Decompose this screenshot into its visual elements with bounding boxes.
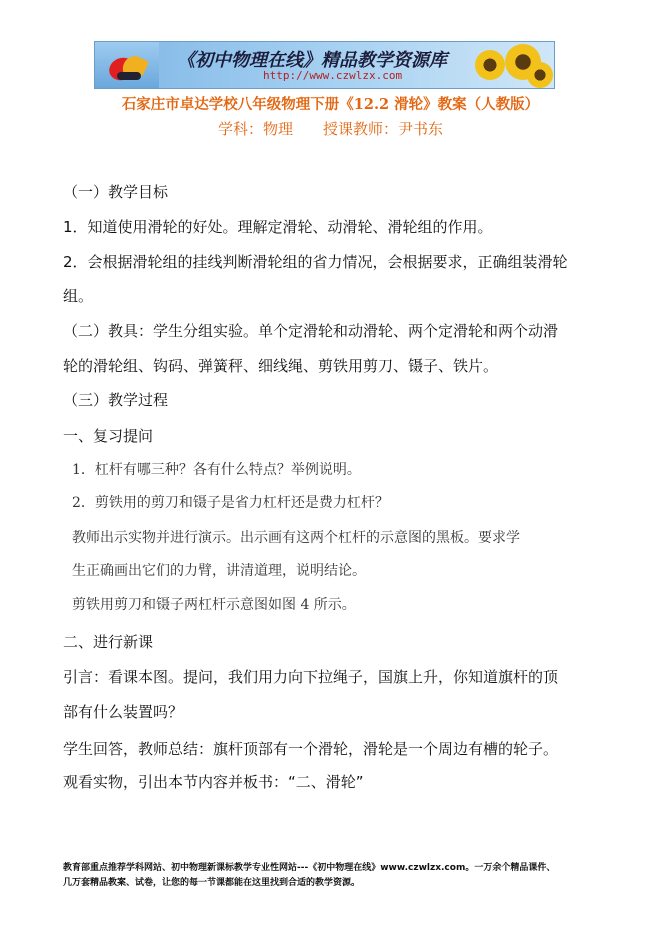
section-heading: （三）教学过程 xyxy=(63,391,169,409)
paragraph: 引言：看课本图。提问，我们用力向下拉绳子，国旗上升，你知道旗杆的顶 xyxy=(63,668,559,686)
paragraph: 观看实物，引出本节内容并板书：“二、滑轮” xyxy=(63,773,364,791)
document-subtitle: 学科：物理 授课教师：尹书东 xyxy=(217,120,443,138)
section-heading: （一）教学目标 xyxy=(63,183,169,201)
footer-line: 几万套精品教案、试卷，让您的每一节课都能在这里找到合适的教学资源。 xyxy=(63,878,361,888)
banner-title: 《初中物理在线》精品教学资源库 xyxy=(177,50,447,71)
paragraph: 2．会根据滑轮组的挂线判断滑轮组的省力情况，会根据要求，正确组装滑轮 xyxy=(63,253,568,271)
scanned-text: 教师出示实物并进行演示。出示画有这两个杠杆的示意图的黑板。要求学 xyxy=(72,530,520,546)
scanned-text: 1．杠杆有哪三种？各有什么特点？举例说明。 xyxy=(72,462,361,478)
subsection-heading: 一、复习提问 xyxy=(63,427,154,445)
subsection-heading: 二、进行新课 xyxy=(63,633,154,651)
paragraph: 组。 xyxy=(63,287,94,305)
paragraph: 1．知道使用滑轮的好处。理解定滑轮、动滑轮、滑轮组的作用。 xyxy=(63,218,493,236)
paragraph: 部有什么装置吗？ xyxy=(63,703,184,721)
paragraph: 轮的滑轮组、钩码、弹簧秤、细线绳、剪铁用剪刀、镊子、铁片。 xyxy=(63,357,499,375)
footer-line: 教育部重点推荐学科网站、初中物理新课标教学专业性网站---《初中物理在线》www.czwlzx.com。一万余个精品课件、 xyxy=(63,863,556,873)
paragraph: （二）教具：学生分组实验。单个定滑轮和动滑轮、两个定滑轮和两个动滑 xyxy=(63,322,559,340)
scanned-text: 生正确画出它们的力臂，讲清道理，说明结论。 xyxy=(72,563,366,579)
site-logo xyxy=(95,42,159,88)
scanned-text: 2．剪铁用的剪刀和镊子是省力杠杆还是费力杠杆？ xyxy=(72,495,389,511)
sunflower-image xyxy=(475,50,505,80)
scanned-text: 剪铁用剪刀和镊子两杠杆示意图如图 4 所示。 xyxy=(72,597,356,613)
paragraph: 学生回答，教师总结：旗杆顶部有一个滑轮，滑轮是一个周边有槽的轮子。 xyxy=(63,740,559,758)
document-title: 石家庄市卓达学校八年级物理下册《12.2 滑轮》教案（人教版） xyxy=(121,96,540,113)
sunflower-image xyxy=(527,62,553,88)
site-banner xyxy=(94,41,555,89)
banner-url[interactable]: http://www.czwlzx.com xyxy=(263,69,403,82)
